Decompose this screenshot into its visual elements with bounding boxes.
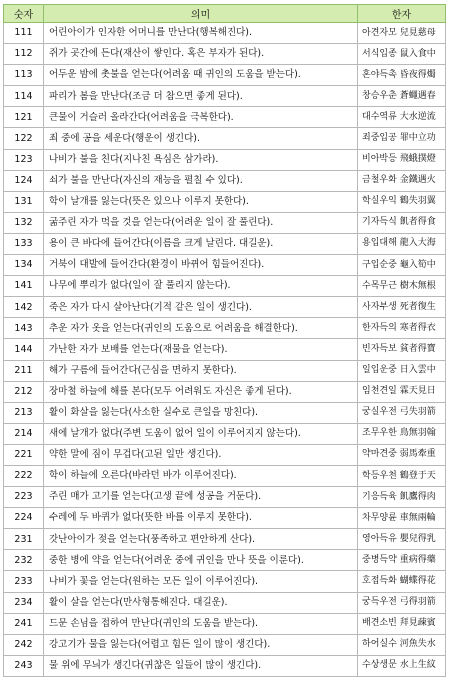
row-meaning: 새에 날개가 없다(주변 도움이 없어 일이 이루어지지 않는다). xyxy=(44,423,358,444)
row-meaning: 나비가 불을 친다(지나친 욕심은 삼가라). xyxy=(44,149,358,170)
row-hanja: 水上生紋 xyxy=(399,660,436,671)
row-hanja: 昏夜得燭 xyxy=(399,69,436,80)
table-row xyxy=(4,402,446,423)
row-hanja: 重病得藥 xyxy=(399,554,436,565)
row-hanja: 飢鷹得肉 xyxy=(399,491,436,502)
row-meaning: 장마철 하늘에 해를 본다(모두 어려워도 자신은 좋게 된다). xyxy=(44,381,358,402)
table-row xyxy=(4,444,446,465)
row-reading: 기자득식 xyxy=(362,217,397,228)
row-meaning: 갓난아이가 젖을 얻는다(풍족하고 편안하게 산다). xyxy=(44,529,358,550)
row-hanja-cell xyxy=(358,297,446,318)
row-meaning: 쥐가 곳간에 든다(재산이 쌓인다. 혹은 부자가 된다). xyxy=(44,44,358,65)
header-number: 숫자 xyxy=(4,5,44,23)
table-row xyxy=(4,423,446,444)
table-row xyxy=(4,613,446,634)
row-number: 141 xyxy=(4,276,44,297)
row-hanja: 寒者得衣 xyxy=(399,322,436,333)
row-hanja-cell xyxy=(358,149,446,170)
table-body xyxy=(4,23,446,677)
row-hanja: 蝴蝶得花 xyxy=(399,575,436,586)
table-row xyxy=(4,149,446,170)
row-hanja: 嬰兒得乳 xyxy=(399,533,436,544)
row-meaning: 추운 자가 옷을 얻는다(귀인의 도움으로 어려움을 해결한다). xyxy=(44,318,358,339)
row-hanja: 金鐵遇火 xyxy=(399,175,436,186)
row-reading: 중병득약 xyxy=(362,554,397,565)
table-row xyxy=(4,339,446,360)
row-hanja: 龜入筍中 xyxy=(399,259,436,270)
row-number: 211 xyxy=(4,360,44,381)
row-meaning: 활이 화살을 잃는다(사소한 실수로 큰일을 망친다). xyxy=(44,402,358,423)
row-hanja: 大水逆流 xyxy=(399,111,436,122)
table-row xyxy=(4,65,446,86)
table-row xyxy=(4,255,446,276)
row-reading: 용입대해 xyxy=(362,238,397,249)
row-reading: 사자부생 xyxy=(362,301,397,312)
row-meaning: 강고기가 물을 잃는다(어렵고 힘든 일이 많이 생긴다). xyxy=(44,634,358,655)
row-reading: 배견소빈 xyxy=(362,618,397,629)
row-number: 233 xyxy=(4,571,44,592)
table-row xyxy=(4,381,446,402)
row-reading: 비아박등 xyxy=(362,154,397,165)
row-hanja-cell xyxy=(358,65,446,86)
row-meaning: 나무에 뿌리가 없다(일이 잘 풀리지 않는다). xyxy=(44,276,358,297)
row-number: 223 xyxy=(4,487,44,508)
row-hanja-cell xyxy=(358,170,446,191)
row-number: 131 xyxy=(4,191,44,212)
row-hanja: 死者復生 xyxy=(399,301,436,312)
row-reading: 금철우화 xyxy=(362,175,397,186)
table-row xyxy=(4,360,446,381)
row-hanja-cell xyxy=(358,233,446,254)
row-meaning: 가난한 자가 보배를 얻는다(재물을 얻는다). xyxy=(44,339,358,360)
row-reading: 구입순중 xyxy=(362,259,397,270)
row-number: 243 xyxy=(4,655,44,676)
header-row xyxy=(4,5,446,23)
row-hanja-cell xyxy=(358,592,446,613)
row-hanja-cell xyxy=(358,402,446,423)
row-meaning: 주린 매가 고기를 얻는다(고생 끝에 성공을 거둔다). xyxy=(44,487,358,508)
row-reading: 일입운중 xyxy=(362,365,397,376)
row-hanja: 飛蛾撲燈 xyxy=(399,154,436,165)
row-meaning: 학이 날개를 잃는다(뜻은 있으나 이루지 못한다). xyxy=(44,191,358,212)
table-row xyxy=(4,318,446,339)
row-reading: 학등우천 xyxy=(362,470,397,481)
row-reading: 영아득유 xyxy=(362,533,397,544)
table-row xyxy=(4,44,446,65)
row-meaning: 굶주린 자가 먹을 것을 얻는다(어려운 일이 잘 풀린다). xyxy=(44,212,358,233)
row-hanja-cell xyxy=(358,634,446,655)
row-meaning: 파리가 봄을 만난다(조금 더 참으면 좋게 된다). xyxy=(44,86,358,107)
row-reading: 대수역류 xyxy=(362,111,397,122)
row-reading: 임천견일 xyxy=(362,386,397,397)
row-hanja-cell xyxy=(358,107,446,128)
row-hanja-cell xyxy=(358,465,446,486)
row-hanja-cell xyxy=(358,444,446,465)
row-hanja-cell xyxy=(358,276,446,297)
row-hanja-cell xyxy=(358,381,446,402)
row-reading: 한자득의 xyxy=(362,322,397,333)
row-number: 134 xyxy=(4,255,44,276)
row-reading: 하어실수 xyxy=(362,639,397,650)
row-meaning: 활이 살을 얻는다(만사형통해진다. 대길운). xyxy=(44,592,358,613)
row-number: 112 xyxy=(4,44,44,65)
row-number: 144 xyxy=(4,339,44,360)
table-row xyxy=(4,170,446,191)
row-number: 124 xyxy=(4,170,44,191)
row-meaning: 약한 말에 짐이 무겁다(고된 일만 생긴다). xyxy=(44,444,358,465)
row-meaning: 죄 중에 공을 세운다(행운이 생긴다). xyxy=(44,128,358,149)
row-hanja-cell xyxy=(358,613,446,634)
row-meaning: 해가 구름에 들어간다(근심을 면하지 못한다). xyxy=(44,360,358,381)
row-reading: 혼야득촉 xyxy=(362,69,397,80)
table-row xyxy=(4,191,446,212)
row-reading: 호접득화 xyxy=(362,575,397,586)
row-hanja: 鶴失羽翼 xyxy=(399,196,436,207)
table-row xyxy=(4,487,446,508)
row-meaning: 학이 하늘에 오른다(바라던 바가 이루어진다). xyxy=(44,465,358,486)
row-number: 111 xyxy=(4,23,44,44)
row-hanja-cell xyxy=(358,423,446,444)
row-number: 221 xyxy=(4,444,44,465)
row-meaning: 어린아이가 인자한 어머니를 만난다(행복해진다). xyxy=(44,23,358,44)
row-reading: 창승우춘 xyxy=(362,90,397,101)
row-hanja-cell xyxy=(358,191,446,212)
row-number: 121 xyxy=(4,107,44,128)
row-number: 232 xyxy=(4,550,44,571)
row-meaning: 중한 병에 약을 얻는다(어려운 중에 귀인을 만나 뜻을 이룬다). xyxy=(44,550,358,571)
row-number: 114 xyxy=(4,86,44,107)
row-meaning: 용이 큰 바다에 들어간다(이름을 크게 날린다. 대길운). xyxy=(44,233,358,254)
row-number: 234 xyxy=(4,592,44,613)
row-hanja-cell xyxy=(358,360,446,381)
row-number: 242 xyxy=(4,634,44,655)
row-hanja: 兒見慈母 xyxy=(399,27,436,38)
row-hanja-cell xyxy=(358,255,446,276)
row-number: 231 xyxy=(4,529,44,550)
table-row xyxy=(4,508,446,529)
row-hanja: 鳥無羽翰 xyxy=(399,428,436,439)
table-row xyxy=(4,86,446,107)
row-meaning: 쇠가 불을 만난다(자신의 재능을 펼칠 수 있다). xyxy=(44,170,358,191)
row-hanja: 飢者得食 xyxy=(399,217,436,228)
row-hanja: 罪中立功 xyxy=(399,133,436,144)
row-hanja: 鼠入食中 xyxy=(399,48,436,59)
row-hanja-cell xyxy=(358,487,446,508)
row-meaning: 나비가 꽃을 얻는다(원하는 모든 일이 이루어진다). xyxy=(44,571,358,592)
header-hanja: 한자 xyxy=(358,5,446,23)
row-hanja: 弓失羽箭 xyxy=(399,407,436,418)
row-hanja-cell xyxy=(358,212,446,233)
row-hanja: 弱馬牽重 xyxy=(399,449,436,460)
row-hanja-cell xyxy=(358,86,446,107)
row-reading: 궁득우전 xyxy=(362,597,397,608)
table-row xyxy=(4,634,446,655)
row-hanja-cell xyxy=(358,128,446,149)
table-row xyxy=(4,550,446,571)
table-row xyxy=(4,23,446,44)
row-reading: 약마견중 xyxy=(362,449,397,460)
table-row xyxy=(4,655,446,676)
row-hanja-cell xyxy=(358,23,446,44)
row-reading: 수목무근 xyxy=(362,280,397,291)
row-reading: 죄중입공 xyxy=(362,133,397,144)
fortune-table xyxy=(3,4,446,677)
table-row xyxy=(4,571,446,592)
row-reading: 수상생문 xyxy=(362,660,397,671)
row-reading: 궁실우전 xyxy=(362,407,397,418)
row-number: 122 xyxy=(4,128,44,149)
row-hanja-cell xyxy=(358,571,446,592)
table-row xyxy=(4,465,446,486)
table-row xyxy=(4,529,446,550)
table-row xyxy=(4,276,446,297)
table-row xyxy=(4,592,446,613)
row-hanja-cell xyxy=(358,318,446,339)
row-hanja: 貧者得寶 xyxy=(399,343,436,354)
row-hanja: 拜見疎賓 xyxy=(399,618,436,629)
table-row xyxy=(4,212,446,233)
row-meaning: 거북이 대발에 들어간다(환경이 바뀌어 힘들어진다). xyxy=(44,255,358,276)
row-reading: 학실우익 xyxy=(362,196,397,207)
row-number: 113 xyxy=(4,65,44,86)
row-hanja: 日入雲中 xyxy=(399,365,436,376)
table-row xyxy=(4,233,446,254)
row-hanja: 樹木無根 xyxy=(399,280,436,291)
header-meaning: 의미 xyxy=(44,5,358,23)
row-number: 213 xyxy=(4,402,44,423)
row-hanja: 霖天見日 xyxy=(399,386,436,397)
row-hanja: 蒼蠅遇春 xyxy=(399,90,436,101)
row-hanja: 弓得羽箭 xyxy=(399,597,436,608)
table-row xyxy=(4,128,446,149)
row-number: 241 xyxy=(4,613,44,634)
row-number: 123 xyxy=(4,149,44,170)
row-number: 132 xyxy=(4,212,44,233)
row-number: 224 xyxy=(4,508,44,529)
table-row xyxy=(4,107,446,128)
row-hanja: 河魚失水 xyxy=(399,639,436,650)
row-meaning: 큰물이 거슬러 올라간다(어려움을 극복한다). xyxy=(44,107,358,128)
row-meaning: 드문 손님을 접하여 만난다(귀인의 도움을 받는다). xyxy=(44,613,358,634)
row-hanja: 龍入大海 xyxy=(399,238,436,249)
row-meaning: 죽은 자가 다시 살아난다(기적 같은 일이 생긴다). xyxy=(44,297,358,318)
row-number: 133 xyxy=(4,233,44,254)
row-hanja-cell xyxy=(358,339,446,360)
row-reading: 빈자득보 xyxy=(362,343,397,354)
row-meaning: 수레에 두 바퀴가 없다(뜻한 바를 이루지 못한다). xyxy=(44,508,358,529)
row-meaning: 어두운 밤에 촛불을 얻는다(어려움 때 귀인의 도움을 받는다). xyxy=(44,65,358,86)
row-hanja-cell xyxy=(358,529,446,550)
row-number: 143 xyxy=(4,318,44,339)
row-hanja: 鶴登于天 xyxy=(399,470,436,481)
row-number: 214 xyxy=(4,423,44,444)
row-meaning: 물 위에 무늬가 생긴다(귀찮은 일들이 많이 생긴다). xyxy=(44,655,358,676)
table-row xyxy=(4,297,446,318)
row-reading: 서식입종 xyxy=(362,48,397,59)
row-hanja-cell xyxy=(358,44,446,65)
row-hanja: 車無兩輪 xyxy=(399,512,436,523)
row-hanja-cell xyxy=(358,508,446,529)
row-hanja-cell xyxy=(358,550,446,571)
row-reading: 조무우한 xyxy=(362,428,397,439)
row-number: 212 xyxy=(4,381,44,402)
row-reading: 아견자모 xyxy=(362,27,397,38)
row-reading: 차무양륜 xyxy=(362,512,397,523)
row-reading: 기응득육 xyxy=(362,491,397,502)
row-hanja-cell xyxy=(358,655,446,676)
row-number: 142 xyxy=(4,297,44,318)
row-number: 222 xyxy=(4,465,44,486)
